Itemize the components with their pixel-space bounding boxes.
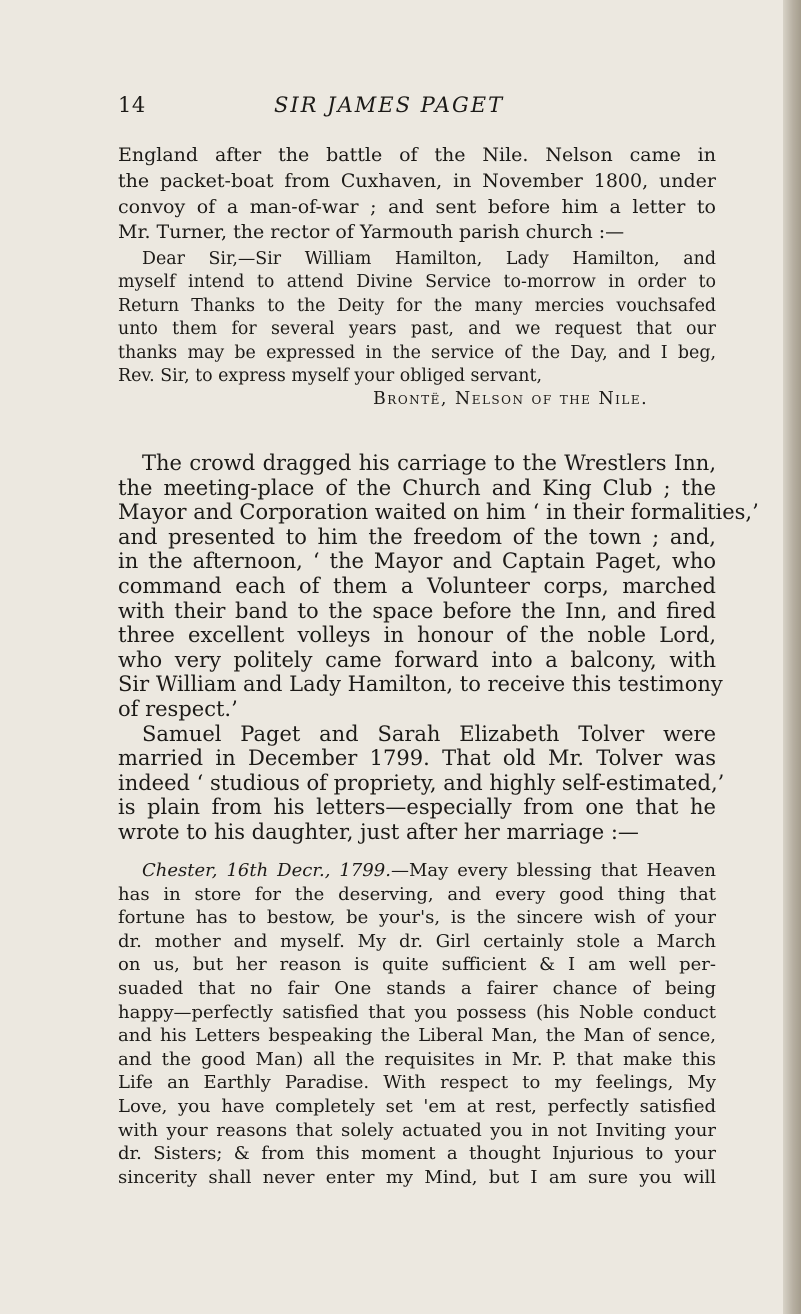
text-line: England after the battle of the Nile. Nelson came in [118,144,716,166]
text-line: Return Thanks to the Deity for the many mercies vouchsafed [118,295,716,316]
page-edge-shadow [783,0,801,1314]
text-line: married in December 1799. That old Mr. Tolver was [118,746,716,771]
text-line: convoy of a man-of-war ; and sent before him a letter to [118,195,716,218]
text-line: Sir William and Lady Hamilton, to receive this testimony [118,672,723,697]
text-line: thanks may be expressed in the service of the Day, and I beg, [118,342,716,363]
text-line: Samuel Paget and Sarah Elizabeth Tolver were [142,722,716,746]
text-line: Rev. Sir, to express myself your obliged servant, [118,366,542,387]
text-line: in the afternoon, ‘ the Mayor and Captain Paget, who [118,549,716,574]
text-line: with your reasons that solely actuated you in not Inviting your [118,1119,716,1141]
text-line: Love, you have completely set 'em at rest, perfectly satisfied [118,1095,716,1117]
paragraph-3 [118,722,725,844]
text-line: Dear Sir,—Sir William Hamilton, Lady Hamilton, and [142,249,716,269]
text-line: the packet-boat from Cuxhaven, in November 1800, under [118,169,716,192]
text-line: sincerity shall never enter my Mind, but I am sure you will [118,1166,716,1188]
text-line: unto them for several years past, and we request that our [118,319,716,340]
text-line: dr. Sisters; & from this moment a thought Injurious to your [118,1143,716,1165]
letter-2 [118,859,716,1189]
text-line: fortune has to bestow, be your's, is the sincere wish of your [118,907,716,929]
page-number: 14 [118,93,146,117]
text-line: The crowd dragged his carriage to the Wrestlers Inn, [142,451,716,475]
text-line: on us, but her reason is quite sufficient & I am well per- [118,954,716,976]
text-line: the meeting-place of the Church and King Club ; the [118,475,716,500]
text-line: Life an Earthly Paradise. With respect to my feelings, My [118,1072,716,1094]
letter-signature: Brontë, Nelson of the Nile. [373,389,649,410]
text-line: wrote to his daughter, just after her marriage :— [118,819,639,844]
text-line: happy—perfectly satisfied that you possess (his Noble conduct [118,1001,716,1023]
text-line: with their band to the space before the Inn, and fired [118,598,716,623]
running-head: SIR JAMES PAGET [274,93,505,117]
text-line: command each of them a Volunteer corps, marched [118,573,716,598]
text-line: myself intend to attend Divine Service to-morrow in order to [118,272,716,293]
text-line: who very politely came forward into a balcony, with [118,647,716,672]
page-header [118,93,718,123]
letter-opening: —May every blessing that Heaven [390,860,717,881]
text-line: indeed ‘ studious of propriety, and highly self-estimated,’ [118,770,725,795]
paragraph-1 [118,143,716,246]
text-line: has in store for the deserving, and every good thing that [118,883,716,905]
text-line: of respect.’ [118,696,238,721]
text-line: suaded that no fair One stands a fairer chance of being [118,977,716,999]
letter-dateline: Chester, 16th Decr., 1799. [142,860,391,881]
text-line: and the good Man) all the requisites in Mr. P. that make this [118,1048,716,1070]
text-line: three excellent volleys in honour of the noble Lord, [118,623,716,648]
text-line [118,859,716,883]
text-line: and his Letters bespeaking the Liberal Man, the Man of sence, [118,1025,716,1047]
text-line: is plain from his letters—especially from one that he [118,795,716,820]
letter-1 [118,248,716,412]
text-line: Mr. Turner, the rector of Yarmouth parish church :— [118,221,625,244]
text-line: Mayor and Corporation waited on him ‘ in their formalities,’ [118,500,759,525]
text-line: and presented to him the freedom of the town ; and, [118,524,716,549]
text-line: dr. mother and myself. My dr. Girl certainly stole a March [118,930,716,952]
paragraph-2 [118,451,759,722]
